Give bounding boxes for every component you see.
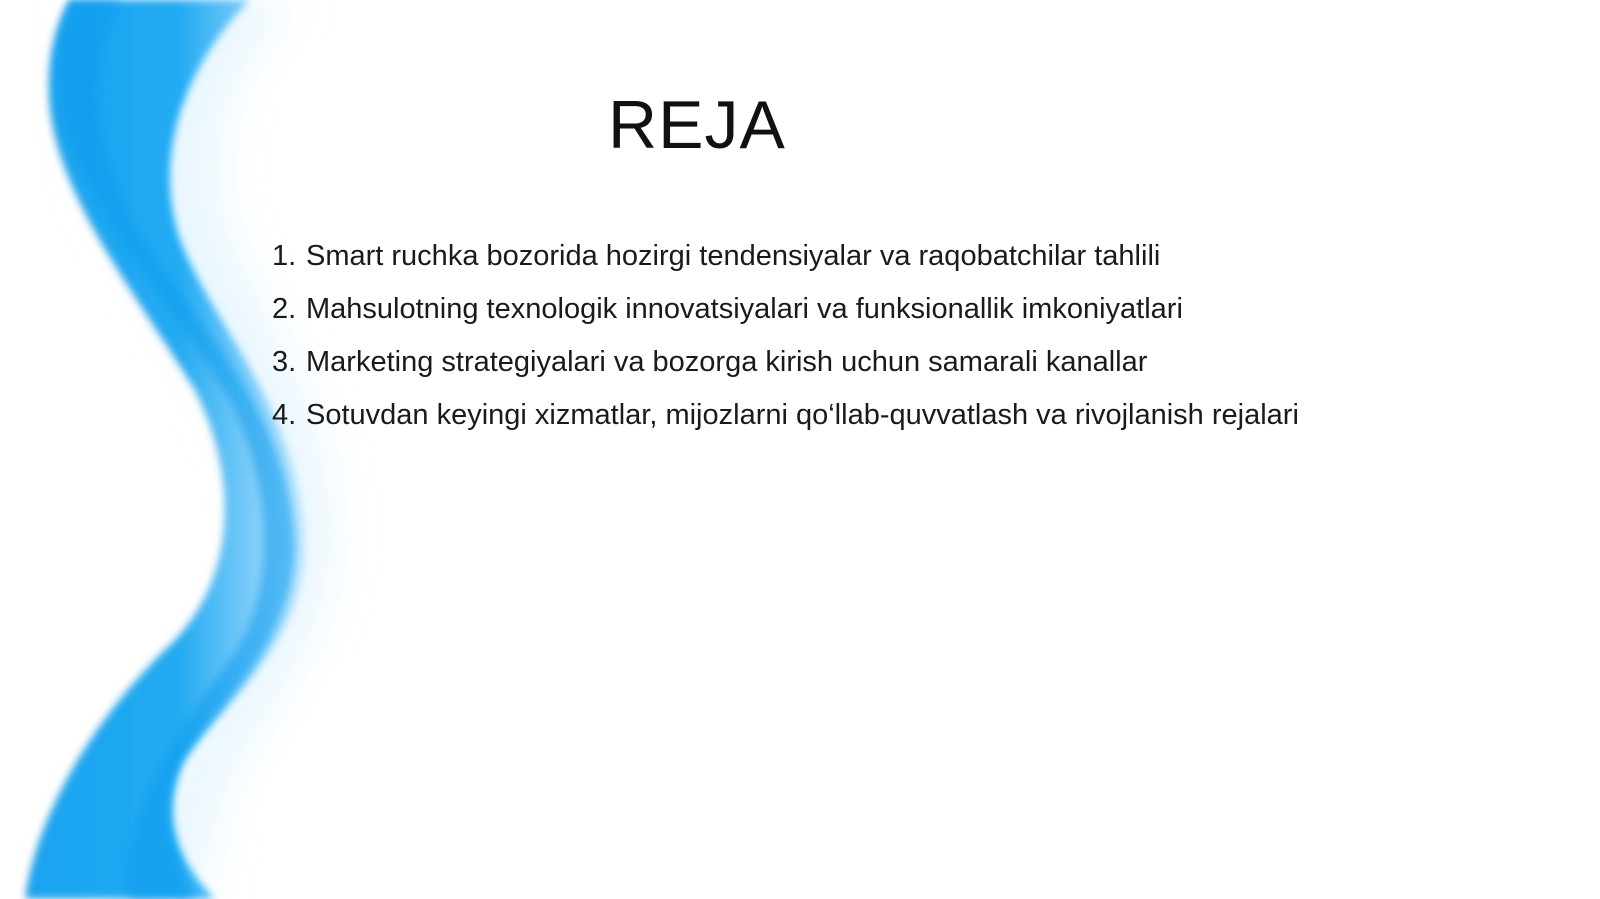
agenda-item-text: Mahsulotning texnologik innovatsiyalari va funksionallik imkoniyatlari <box>306 293 1183 325</box>
agenda-item <box>272 346 1299 399</box>
agenda-item-number: 2. <box>272 293 297 325</box>
agenda-item-number: 3. <box>272 346 297 378</box>
slide-title: REJA <box>608 87 786 163</box>
agenda-item <box>272 293 1299 346</box>
agenda-item-number: 1. <box>272 240 297 272</box>
agenda-item-text: Sotuvdan keyingi xizmatlar, mijozlarni qo‘llab-quvvatlash va rivojlanish rejalari <box>306 399 1299 431</box>
agenda-item-text: Smart ruchka bozorida hozirgi tendensiyalar va raqobatchilar tahlili <box>306 240 1161 272</box>
agenda-item-number: 4. <box>272 399 297 431</box>
agenda-list <box>272 240 1299 452</box>
agenda-item-text: Marketing strategiyalari va bozorga kirish uchun samarali kanallar <box>306 346 1148 378</box>
agenda-item <box>272 240 1299 293</box>
agenda-item <box>272 399 1299 452</box>
